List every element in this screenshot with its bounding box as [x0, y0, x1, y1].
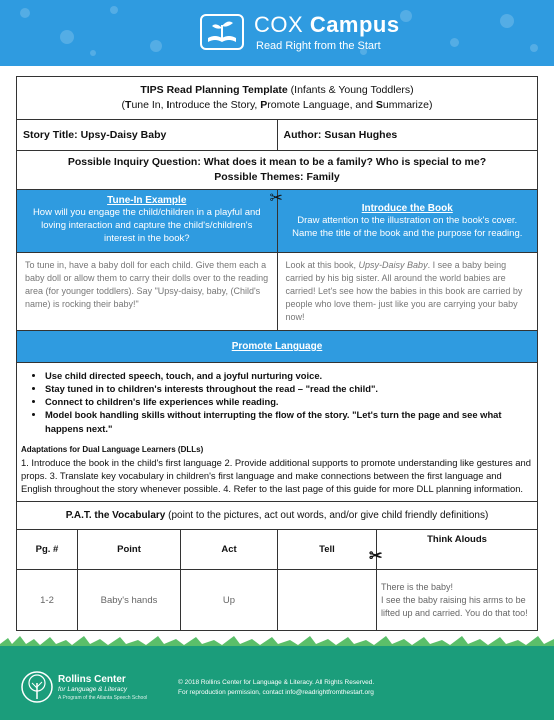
possible-themes: Possible Themes: Family [214, 171, 340, 184]
list-item: • Connect to children's life experiences while reading. [45, 395, 537, 408]
brand-tagline: Read Right from the Start [256, 40, 381, 52]
tune-in-header [17, 190, 277, 252]
org-affiliation: A Program of the Atlanta Speech School [58, 695, 148, 701]
tune-introduce-headers [17, 190, 537, 253]
tips-acronym: (Tune In, Introduce the Story, Promote Language, and Summarize) [121, 99, 433, 112]
tree-icon [20, 670, 54, 706]
introduce-heading: Introduce the Book [361, 202, 453, 214]
footer [0, 646, 554, 720]
scissors-icon: ✂ [269, 189, 283, 207]
introduce-header [269, 189, 538, 252]
promote-bullets [17, 369, 537, 435]
vocab-table-wrap [17, 530, 537, 630]
cell-page: 1-2 [40, 594, 54, 606]
brand-name: COX Campus [254, 12, 400, 37]
dll-heading: Adaptations for Dual Language Learners (DLLs) [21, 444, 204, 454]
org-name: Rollins Center [58, 674, 126, 685]
title-audience: (Infants & Young Toddlers) [290, 84, 414, 96]
header-banner [0, 0, 554, 66]
col-point: Point [78, 530, 181, 570]
introduce-prompt: Draw attention to the illustration on the book's cover. Name the title of the book and the purpose for reading. [292, 215, 523, 240]
table-header-row [17, 530, 537, 570]
pat-vocabulary-heading: P.A.T. the Vocabulary (point to the pictures, act out words, and/or give child friendly definitions) [17, 502, 537, 530]
story-author: Author: Susan Hughes [277, 120, 538, 150]
introduce-body: Look at this book, Upsy-Daisy Baby. I see a baby being carried by his big sister. All around the world babies are carried! Let's see how the babies in this book are carried by people who love them- just like you are carrying your baby now! [277, 253, 538, 330]
list-item: • Model book handling skills without interrupting the flow of the story. "Let's turn the page and see what happens next." [45, 408, 537, 434]
story-title: Story Title: Upsy-Daisy Baby [23, 129, 167, 142]
copyright-notice: © 2018 Rollins Center for Language & Literacy. All Rights Reserved. For reproduction permission, contact info@readrightfromthestart.org [178, 679, 375, 697]
cell-think-aloud: There is the baby! I see the baby raising his arms to be lifted up and carried. You do that too! [377, 570, 538, 631]
col-think-alouds: Think Alouds ✂ [377, 530, 538, 570]
list-item: • Use child directed speech, touch, and a joyful nurturing voice. [45, 369, 537, 382]
tune-in-heading: Tune-In Example [107, 194, 187, 206]
cell-point: Baby's hands [78, 570, 181, 631]
book-sprout-icon [200, 14, 244, 50]
template-title [17, 77, 537, 120]
col-act: Act [181, 530, 278, 570]
promote-language-header: Promote Language [17, 331, 537, 363]
tune-introduce-bodies [17, 253, 537, 331]
story-info-row [17, 120, 537, 151]
scissors-icon: ✂ [369, 548, 383, 566]
promote-language-section [17, 369, 537, 502]
list-item: • Stay tuned in to children's interests throughout the read – "read the child". [45, 382, 537, 395]
col-tell: Tell [278, 530, 377, 570]
dll-body: 1. Introduce the book in the child's first language 2. Provide additional supports to promote understanding like gestures and props. 3. Translate key vocabulary in children's first language and make connections between the first language and English throughout the story whenever possible. 4. Refer to the last page of this guide for more DLL planning information. [21, 456, 531, 495]
table-row [17, 570, 537, 631]
planning-template [16, 76, 538, 631]
org-subtitle: for Language & Literacy [58, 686, 128, 693]
cell-tell [278, 570, 377, 631]
inquiry-question: Possible Inquiry Question: What does it mean to be a family? Who is special to me? [67, 156, 487, 169]
col-page: Pg. # [17, 530, 78, 570]
title-main: TIPS Read Planning Template [140, 84, 288, 96]
tune-in-prompt: How will you engage the child/children in a playful and loving interaction and capture the child's/children's interest in the book? [32, 207, 261, 244]
vocab-table [17, 530, 537, 630]
cell-act: Up [181, 570, 278, 631]
inquiry-section [17, 151, 537, 189]
tune-in-body: To tune in, have a baby doll for each child. Give them each a baby doll or allow them to carry their dolls over to the reading area (for younger toddlers). Say "Upsy-daisy, baby, (Child's name) is rocking their baby!" [25, 259, 269, 309]
